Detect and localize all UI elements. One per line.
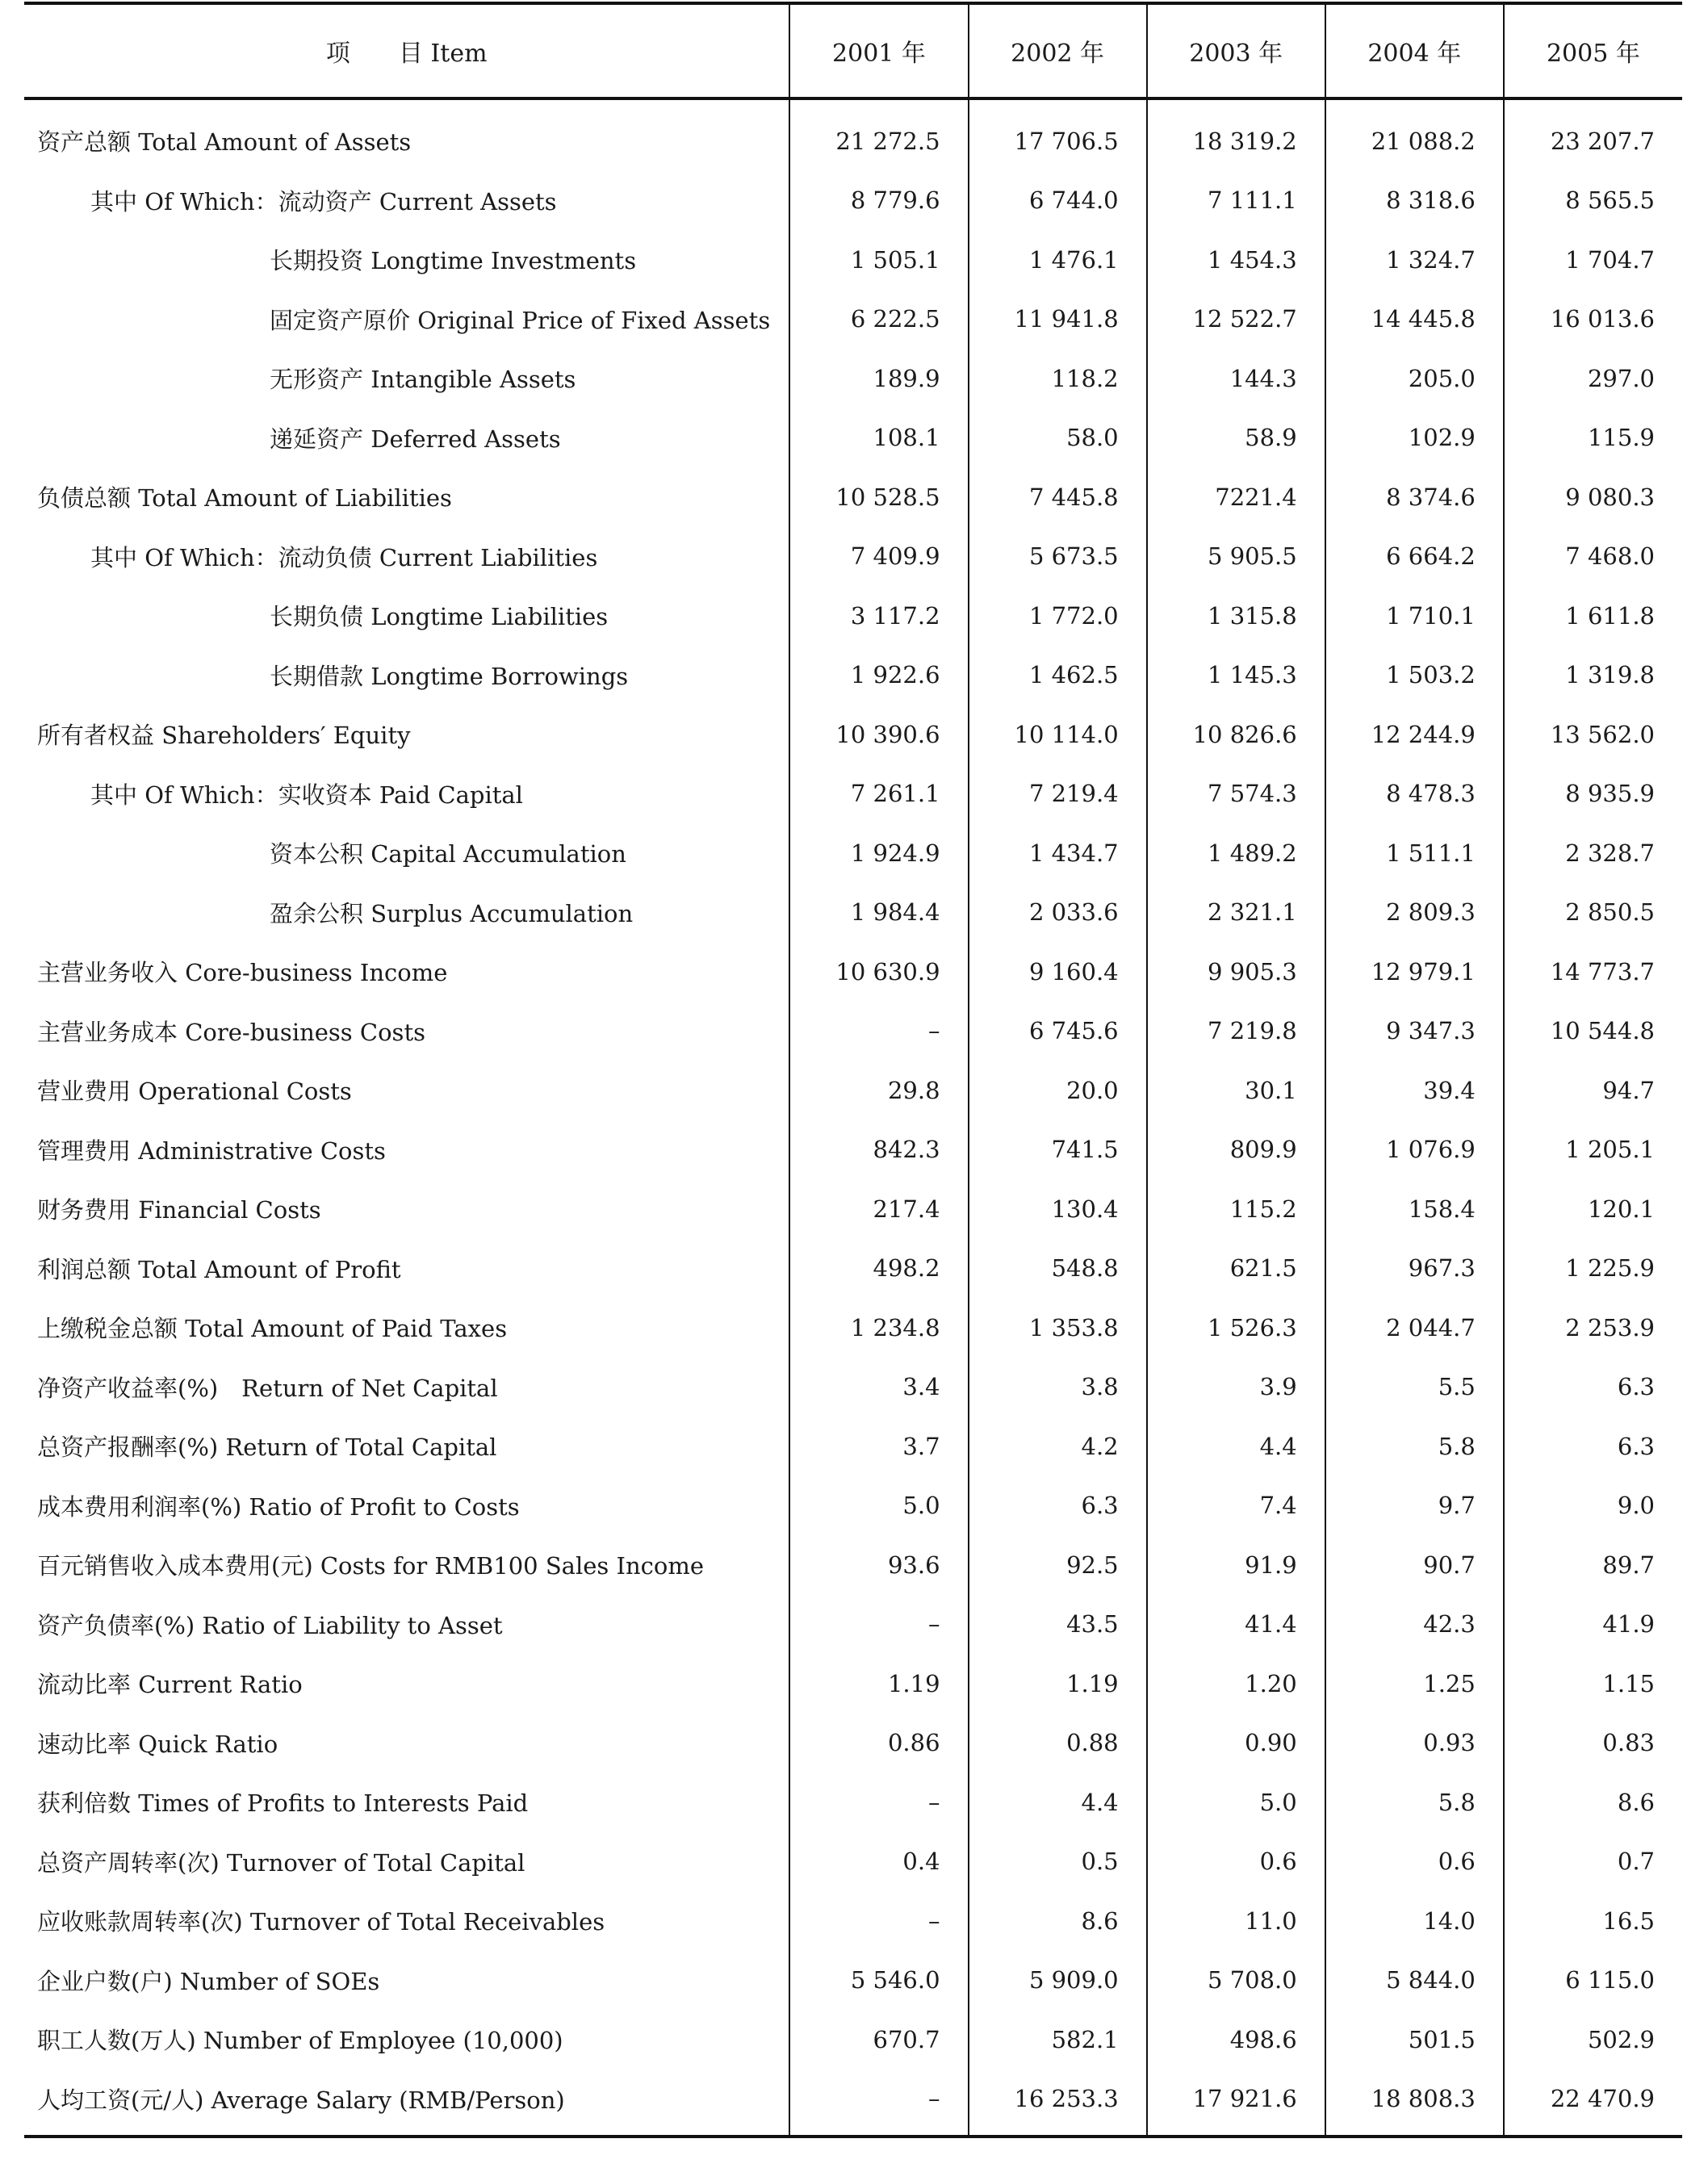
cell-value: 1 205.1 xyxy=(1504,1120,1682,1180)
row-label: 无形资产 Intangible Assets xyxy=(270,366,576,394)
cell-value: 7 111.1 xyxy=(1147,171,1325,231)
cell-value: 0.93 xyxy=(1325,1714,1504,1773)
cell-value: 108.1 xyxy=(789,408,968,468)
cell-value: 10 630.9 xyxy=(789,942,968,1002)
cell-value: 0.6 xyxy=(1325,1832,1504,1892)
cell-value: 7 261.1 xyxy=(789,764,968,824)
cell-value: 10 544.8 xyxy=(1504,1002,1682,1061)
cell-value: 621.5 xyxy=(1147,1239,1325,1299)
cell-value: 43.5 xyxy=(969,1595,1147,1655)
cell-value: 10 114.0 xyxy=(969,705,1147,764)
cell-value: 12 979.1 xyxy=(1325,942,1504,1002)
cell-value: 16.5 xyxy=(1504,1891,1682,1951)
cell-value: 1.19 xyxy=(969,1654,1147,1714)
cell-value: 1 503.2 xyxy=(1325,646,1504,705)
row-label: 人均工资(元/人) Average Salary (RMB/Person) xyxy=(24,2070,789,2137)
cell-value: – xyxy=(789,1002,968,1061)
cell-value: 9.7 xyxy=(1325,1476,1504,1536)
row-label: 其中 Of Which：流动资产 Current Assets xyxy=(90,187,557,216)
cell-value: 5.0 xyxy=(1147,1772,1325,1832)
cell-value: 0.88 xyxy=(969,1714,1147,1773)
table-row xyxy=(24,171,1682,231)
cell-value: 6 222.5 xyxy=(789,290,968,349)
table-row xyxy=(24,586,1682,646)
cell-value: 11.0 xyxy=(1147,1891,1325,1951)
cell-value: – xyxy=(789,1595,968,1655)
cell-value: 670.7 xyxy=(789,2010,968,2070)
cell-value: 8 565.5 xyxy=(1504,171,1682,231)
cell-value: 0.90 xyxy=(1147,1714,1325,1773)
row-label: 管理费用 Administrative Costs xyxy=(37,1136,386,1165)
table-row xyxy=(24,1772,1682,1832)
cell-value: 120.1 xyxy=(1504,1179,1682,1239)
cell-value: 1 076.9 xyxy=(1325,1120,1504,1180)
cell-value: 17 921.6 xyxy=(1147,2070,1325,2137)
cell-value: 1 489.2 xyxy=(1147,823,1325,883)
cell-value: 1.25 xyxy=(1325,1654,1504,1714)
header-year: 2003 年 xyxy=(1147,3,1325,98)
table-row xyxy=(24,1535,1682,1595)
cell-value: 6.3 xyxy=(1504,1417,1682,1476)
cell-value: 205.0 xyxy=(1325,349,1504,408)
cell-value: 1 772.0 xyxy=(969,586,1147,646)
cell-value: 6 744.0 xyxy=(969,171,1147,231)
table-row xyxy=(24,942,1682,1002)
cell-value: 90.7 xyxy=(1325,1535,1504,1595)
cell-value: 16 013.6 xyxy=(1504,290,1682,349)
row-label: 成本费用利润率(%) Ratio of Profit to Costs xyxy=(37,1492,520,1521)
row-label: 百元销售收入成本费用(元) Costs for RMB100 Sales Income xyxy=(37,1552,705,1580)
cell-value: 5 909.0 xyxy=(969,1951,1147,2011)
cell-value: 8 935.9 xyxy=(1504,764,1682,824)
header-year: 2005 年 xyxy=(1504,3,1682,98)
row-label: 负债总额 Total Amount of Liabilities xyxy=(37,484,452,513)
cell-value: 7221.4 xyxy=(1147,467,1325,527)
table-row xyxy=(24,1358,1682,1417)
cell-value: 2 328.7 xyxy=(1504,823,1682,883)
cell-value: 0.4 xyxy=(789,1832,968,1892)
cell-value: 5 546.0 xyxy=(789,1951,968,2011)
cell-value: 5 844.0 xyxy=(1325,1951,1504,2011)
cell-value: 5 708.0 xyxy=(1147,1951,1325,2011)
cell-value: 7 468.0 xyxy=(1504,527,1682,587)
table-row xyxy=(24,408,1682,468)
row-label: 流动比率 Current Ratio xyxy=(37,1671,303,1699)
cell-value: 7 445.8 xyxy=(969,467,1147,527)
cell-value: 91.9 xyxy=(1147,1535,1325,1595)
table-row xyxy=(24,527,1682,587)
row-label: 净资产收益率(%) Return of Net Capital xyxy=(37,1374,498,1402)
cell-value: 1 145.3 xyxy=(1147,646,1325,705)
cell-value: 7.4 xyxy=(1147,1476,1325,1536)
cell-value: 582.1 xyxy=(969,2010,1147,2070)
cell-value: 1 984.4 xyxy=(789,883,968,943)
cell-value: – xyxy=(789,1772,968,1832)
cell-value: 102.9 xyxy=(1325,408,1504,468)
cell-value: 9.0 xyxy=(1504,1476,1682,1536)
cell-value: – xyxy=(789,2070,968,2137)
cell-value: 3.7 xyxy=(789,1417,968,1476)
cell-value: 9 160.4 xyxy=(969,942,1147,1002)
cell-value: 3.8 xyxy=(969,1358,1147,1417)
cell-value: 22 470.9 xyxy=(1504,2070,1682,2137)
cell-value: 158.4 xyxy=(1325,1179,1504,1239)
cell-value: 1 315.8 xyxy=(1147,586,1325,646)
table-row xyxy=(24,349,1682,408)
cell-value: 9 347.3 xyxy=(1325,1002,1504,1061)
cell-value: 0.7 xyxy=(1504,1832,1682,1892)
cell-value: 8 779.6 xyxy=(789,171,968,231)
table-row xyxy=(24,764,1682,824)
table-row xyxy=(24,823,1682,883)
cell-value: 5.5 xyxy=(1325,1358,1504,1417)
cell-value: 8.6 xyxy=(1504,1772,1682,1832)
cell-value: 3 117.2 xyxy=(789,586,968,646)
cell-value: 16 253.3 xyxy=(969,2070,1147,2137)
table-body xyxy=(24,98,1682,2137)
cell-value: 1.15 xyxy=(1504,1654,1682,1714)
table-row xyxy=(24,1120,1682,1180)
cell-value: 41.9 xyxy=(1504,1595,1682,1655)
row-label: 职工人数(万人) Number of Employee (10,000) xyxy=(37,2027,563,2055)
cell-value: 967.3 xyxy=(1325,1239,1504,1299)
cell-value: 1 234.8 xyxy=(789,1298,968,1358)
statistics-table-container xyxy=(24,2,1682,2138)
table-row xyxy=(24,1002,1682,1061)
cell-value: 6 115.0 xyxy=(1504,1951,1682,2011)
cell-value: 1 505.1 xyxy=(789,230,968,290)
row-label: 长期借款 Longtime Borrowings xyxy=(270,662,629,690)
cell-value: 1.20 xyxy=(1147,1654,1325,1714)
table-row xyxy=(24,1417,1682,1476)
cell-value: 93.6 xyxy=(789,1535,968,1595)
cell-value: 12 244.9 xyxy=(1325,705,1504,764)
cell-value: 0.86 xyxy=(789,1714,968,1773)
cell-value: 501.5 xyxy=(1325,2010,1504,2070)
table-row xyxy=(24,1298,1682,1358)
row-label: 资产负债率(%) Ratio of Liability to Asset xyxy=(37,1611,503,1639)
header-item: 项 目 Item xyxy=(24,3,789,98)
row-label: 总资产周转率(次) Turnover of Total Capital xyxy=(37,1848,525,1877)
row-label: 利润总额 Total Amount of Profit xyxy=(37,1255,401,1283)
cell-value: 1 462.5 xyxy=(969,646,1147,705)
cell-value: 11 941.8 xyxy=(969,290,1147,349)
cell-value: 1 710.1 xyxy=(1325,586,1504,646)
cell-value: 12 522.7 xyxy=(1147,290,1325,349)
row-label: 其中 Of Which：实收资本 Paid Capital xyxy=(90,781,523,809)
cell-value: 1 225.9 xyxy=(1504,1239,1682,1299)
cell-value: 8 478.3 xyxy=(1325,764,1504,824)
cell-value: 8 318.6 xyxy=(1325,171,1504,231)
cell-value: 4.2 xyxy=(969,1417,1147,1476)
cell-value: 1 454.3 xyxy=(1147,230,1325,290)
cell-value: 548.8 xyxy=(969,1239,1147,1299)
row-label: 营业费用 Operational Costs xyxy=(37,1078,352,1106)
row-label: 所有者权益 Shareholders′ Equity xyxy=(37,722,411,750)
cell-value: – xyxy=(789,1891,968,1951)
cell-value: 14.0 xyxy=(1325,1891,1504,1951)
cell-value: 5.8 xyxy=(1325,1417,1504,1476)
cell-value: 4.4 xyxy=(1147,1417,1325,1476)
row-label: 总资产报酬率(%) Return of Total Capital xyxy=(37,1433,497,1462)
cell-value: 498.6 xyxy=(1147,2010,1325,2070)
cell-value: 498.2 xyxy=(789,1239,968,1299)
row-label: 企业户数(户) Number of SOEs xyxy=(37,1967,380,1995)
cell-value: 0.6 xyxy=(1147,1832,1325,1892)
cell-value: 92.5 xyxy=(969,1535,1147,1595)
cell-value: 2 321.1 xyxy=(1147,883,1325,943)
table-row xyxy=(24,1595,1682,1655)
cell-value: 9 080.3 xyxy=(1504,467,1682,527)
table-row xyxy=(24,2070,1682,2137)
cell-value: 297.0 xyxy=(1504,349,1682,408)
cell-value: 14 445.8 xyxy=(1325,290,1504,349)
cell-value: 1 476.1 xyxy=(969,230,1147,290)
row-label: 速动比率 Quick Ratio xyxy=(37,1730,278,1758)
cell-value: 809.9 xyxy=(1147,1120,1325,1180)
table-header xyxy=(24,3,1682,98)
row-label: 长期投资 Longtime Investments xyxy=(270,247,637,275)
cell-value: 1 353.8 xyxy=(969,1298,1147,1358)
cell-value: 5.8 xyxy=(1325,1772,1504,1832)
cell-value: 39.4 xyxy=(1325,1061,1504,1120)
cell-value: 115.2 xyxy=(1147,1179,1325,1239)
row-label: 主营业务收入 Core-business Income xyxy=(37,959,448,987)
row-label: 应收账款周转率(次) Turnover of Total Receivables xyxy=(37,1908,605,1936)
cell-value: 7 219.4 xyxy=(969,764,1147,824)
cell-value: 2 044.7 xyxy=(1325,1298,1504,1358)
table-row xyxy=(24,1832,1682,1892)
cell-value: 502.9 xyxy=(1504,2010,1682,2070)
cell-value: 1 704.7 xyxy=(1504,230,1682,290)
table-row xyxy=(24,290,1682,349)
cell-value: 3.4 xyxy=(789,1358,968,1417)
cell-value: 1 319.8 xyxy=(1504,646,1682,705)
cell-value: 94.7 xyxy=(1504,1061,1682,1120)
row-label: 递延资产 Deferred Assets xyxy=(270,425,561,453)
table-row xyxy=(24,98,1682,171)
cell-value: 118.2 xyxy=(969,349,1147,408)
cell-value: 2 850.5 xyxy=(1504,883,1682,943)
statistics-table xyxy=(24,2,1682,2138)
cell-value: 9 905.3 xyxy=(1147,942,1325,1002)
cell-value: 21 088.2 xyxy=(1325,98,1504,171)
cell-value: 1 434.7 xyxy=(969,823,1147,883)
cell-value: 6 664.2 xyxy=(1325,527,1504,587)
cell-value: 1 922.6 xyxy=(789,646,968,705)
row-label: 资产总额 Total Amount of Assets xyxy=(37,128,412,157)
cell-value: 6.3 xyxy=(969,1476,1147,1536)
cell-value: 1 924.9 xyxy=(789,823,968,883)
cell-value: 1 611.8 xyxy=(1504,586,1682,646)
header-row xyxy=(24,3,1682,98)
cell-value: 29.8 xyxy=(789,1061,968,1120)
cell-value: 41.4 xyxy=(1147,1595,1325,1655)
cell-value: 1 511.1 xyxy=(1325,823,1504,883)
table-row xyxy=(24,1951,1682,2011)
cell-value: 21 272.5 xyxy=(789,98,968,171)
table-row xyxy=(24,646,1682,705)
cell-value: 18 319.2 xyxy=(1147,98,1325,171)
table-row xyxy=(24,467,1682,527)
row-label: 固定资产原价 Original Price of Fixed Assets xyxy=(270,306,771,334)
row-label: 上缴税金总额 Total Amount of Paid Taxes xyxy=(37,1315,508,1343)
cell-value: 58.9 xyxy=(1147,408,1325,468)
cell-value: 3.9 xyxy=(1147,1358,1325,1417)
cell-value: 2 033.6 xyxy=(969,883,1147,943)
table-row xyxy=(24,1654,1682,1714)
cell-value: 89.7 xyxy=(1504,1535,1682,1595)
cell-value: 6 745.6 xyxy=(969,1002,1147,1061)
cell-value: 741.5 xyxy=(969,1120,1147,1180)
cell-value: 18 808.3 xyxy=(1325,2070,1504,2137)
table-row xyxy=(24,883,1682,943)
cell-value: 7 409.9 xyxy=(789,527,968,587)
cell-value: 189.9 xyxy=(789,349,968,408)
cell-value: 10 826.6 xyxy=(1147,705,1325,764)
cell-value: 5 673.5 xyxy=(969,527,1147,587)
cell-value: 6.3 xyxy=(1504,1358,1682,1417)
table-row xyxy=(24,1891,1682,1951)
table-row xyxy=(24,230,1682,290)
cell-value: 842.3 xyxy=(789,1120,968,1180)
cell-value: 1 526.3 xyxy=(1147,1298,1325,1358)
row-label: 长期负债 Longtime Liabilities xyxy=(270,603,609,631)
row-label: 其中 Of Which：流动负债 Current Liabilities xyxy=(90,543,598,571)
cell-value: 13 562.0 xyxy=(1504,705,1682,764)
row-label: 盈余公积 Surplus Accumulation xyxy=(270,899,634,927)
cell-value: 30.1 xyxy=(1147,1061,1325,1120)
cell-value: 8 374.6 xyxy=(1325,467,1504,527)
cell-value: 10 528.5 xyxy=(789,467,968,527)
cell-value: 217.4 xyxy=(789,1179,968,1239)
cell-value: 0.5 xyxy=(969,1832,1147,1892)
cell-value: 144.3 xyxy=(1147,349,1325,408)
row-label: 获利倍数 Times of Profits to Interests Paid xyxy=(37,1789,529,1818)
cell-value: 10 390.6 xyxy=(789,705,968,764)
cell-value: 0.83 xyxy=(1504,1714,1682,1773)
cell-value: 8.6 xyxy=(969,1891,1147,1951)
cell-value: 1 324.7 xyxy=(1325,230,1504,290)
cell-value: 42.3 xyxy=(1325,1595,1504,1655)
header-year: 2001 年 xyxy=(789,3,968,98)
row-label: 主营业务成本 Core-business Costs xyxy=(37,1018,425,1046)
table-row xyxy=(24,705,1682,764)
cell-value: 115.9 xyxy=(1504,408,1682,468)
header-year: 2004 年 xyxy=(1325,3,1504,98)
row-label: 财务费用 Financial Costs xyxy=(37,1196,321,1224)
cell-value: 14 773.7 xyxy=(1504,942,1682,1002)
cell-value: 58.0 xyxy=(969,408,1147,468)
cell-value: 1.19 xyxy=(789,1654,968,1714)
cell-value: 7 574.3 xyxy=(1147,764,1325,824)
cell-value: 130.4 xyxy=(969,1179,1147,1239)
table-row xyxy=(24,1061,1682,1120)
table-row xyxy=(24,1476,1682,1536)
cell-value: 4.4 xyxy=(969,1772,1147,1832)
table-row xyxy=(24,2010,1682,2070)
cell-value: 23 207.7 xyxy=(1504,98,1682,171)
cell-value: 5 905.5 xyxy=(1147,527,1325,587)
cell-value: 7 219.8 xyxy=(1147,1002,1325,1061)
header-year: 2002 年 xyxy=(969,3,1147,98)
row-label: 资本公积 Capital Accumulation xyxy=(270,840,626,868)
table-row xyxy=(24,1239,1682,1299)
cell-value: 2 253.9 xyxy=(1504,1298,1682,1358)
cell-value: 20.0 xyxy=(969,1061,1147,1120)
table-row xyxy=(24,1179,1682,1239)
cell-value: 5.0 xyxy=(789,1476,968,1536)
table-row xyxy=(24,1714,1682,1773)
cell-value: 2 809.3 xyxy=(1325,883,1504,943)
cell-value: 17 706.5 xyxy=(969,98,1147,171)
